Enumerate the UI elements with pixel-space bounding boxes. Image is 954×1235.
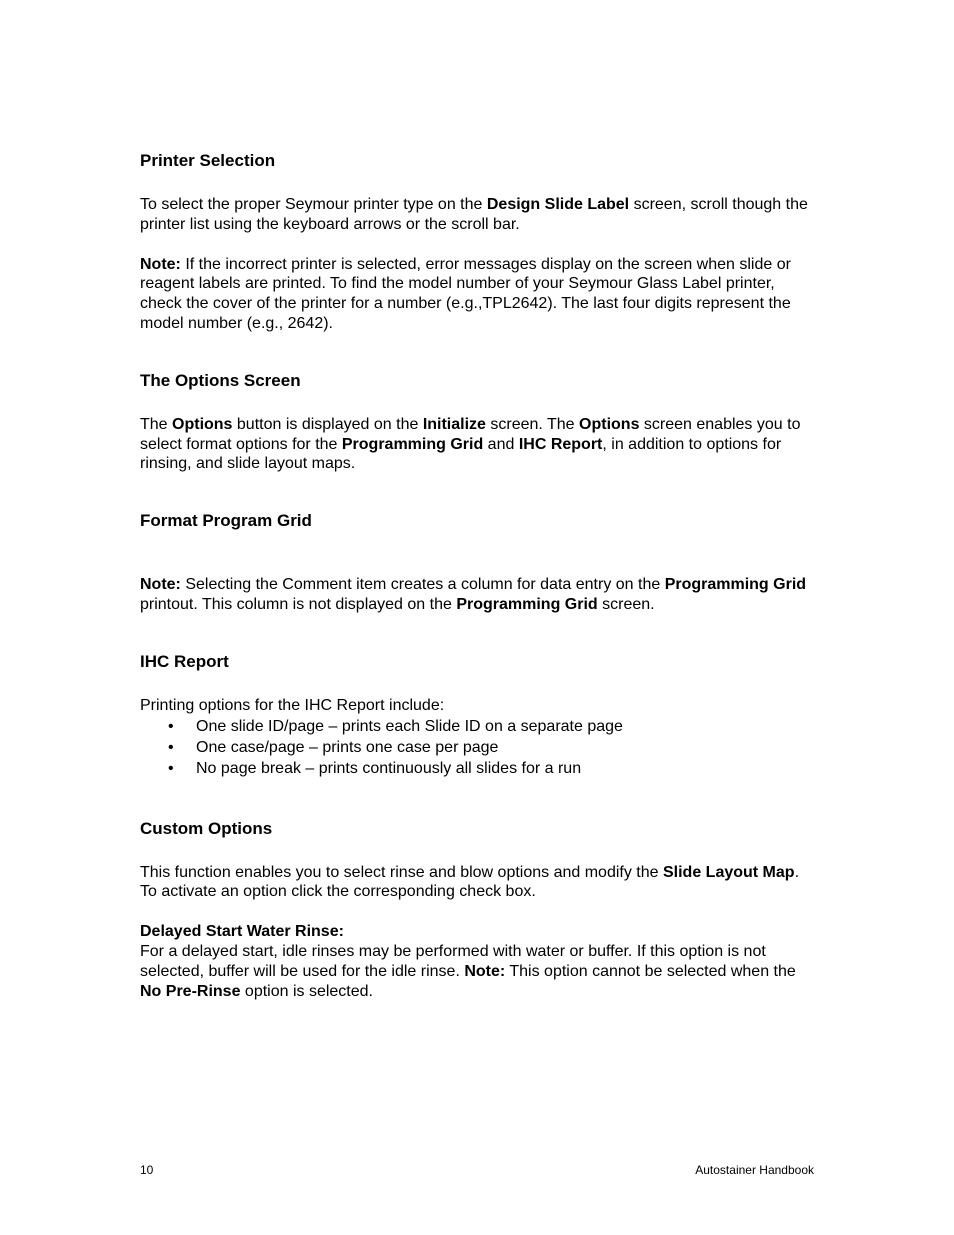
custom-options-paragraph: This function enables you to select rinse and blow options and modify the Slide Layout Map. To activate an option click the corresponding check box. — [140, 863, 800, 901]
delayed-start-paragraph: For a delayed start, idle rinses may be performed with water or buffer. If this option is not selected, buffer will be used for the idle rinse. Note: This option cannot be selected when the No Pre-Rinse option is selected. — [140, 942, 796, 1000]
ihc-report-intro: Printing options for the IHC Report include: — [140, 696, 445, 714]
options-screen-paragraph: The Options button is displayed on the Initialize screen. The Options screen enables you to select format options for the Programming Grid and IHC Report, in addition to options for rinsing, and slide layout maps. — [140, 415, 801, 473]
bullet-icon: • — [168, 717, 174, 735]
list-item: • One slide ID/page – prints each Slide ID on a separate page — [168, 717, 623, 735]
section-heading-options-screen: The Options Screen — [140, 370, 301, 390]
section-heading-printer-selection: Printer Selection — [140, 151, 276, 170]
section-heading-custom-options: Custom Options — [140, 818, 273, 838]
format-program-grid-note: Note: Selecting the Comment item creates a column for data entry on the Programming Grid printout. This column is not displayed on the Programming Grid screen. — [140, 576, 807, 613]
section-heading-ihc-report: IHC Report — [140, 651, 229, 671]
section-heading-format-program-grid: Format Program Grid — [140, 511, 312, 531]
ihc-report-options-list — [140, 716, 820, 779]
page-number: 10 — [140, 1163, 154, 1177]
printer-selection-note: Note: If the incorrect printer is selected, error messages display on the screen when slide or reagent labels are printed. To find the model number of your Seymour Glass Label printer, check the cover of the printer for a number (e.g.,TPL2642). The last four digits represent the model number (e.g., 2642). — [140, 255, 791, 332]
list-item: • No page break – prints continuously all slides for a run — [168, 759, 582, 777]
delayed-start-subheading: Delayed Start Water Rinse: — [140, 923, 344, 941]
page-content — [140, 150, 820, 1001]
bullet-icon: • — [168, 738, 174, 756]
printer-selection-paragraph: To select the proper Seymour printer type on the Design Slide Label screen, scroll though the printer list using the keyboard arrows or the scroll bar. — [140, 196, 808, 233]
footer-title: Autostainer Handbook — [695, 1163, 814, 1177]
list-item: • One case/page – prints one case per page — [168, 738, 499, 756]
bullet-icon: • — [168, 759, 174, 777]
